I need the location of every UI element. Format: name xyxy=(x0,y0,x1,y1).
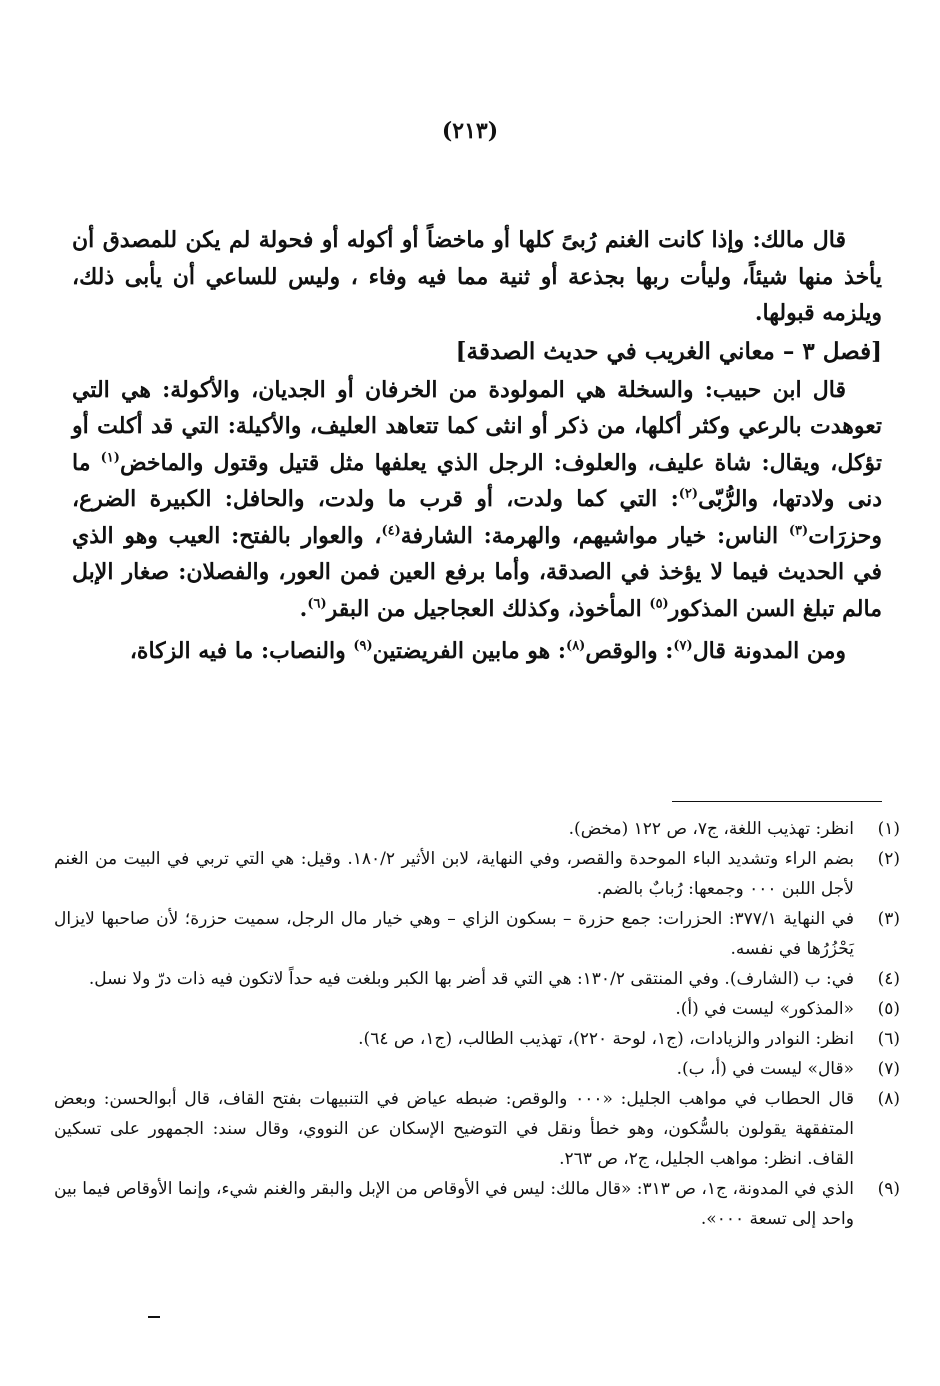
text-run: ومن المدونة قال xyxy=(692,638,846,664)
footnote-5 xyxy=(54,994,906,1024)
footnote-3 xyxy=(54,904,906,964)
footnote-separator xyxy=(672,801,882,802)
main-text xyxy=(72,222,882,670)
footnote-2 xyxy=(54,844,906,904)
footnote-ref-1[interactable]: (١) xyxy=(100,450,120,466)
footnote-text: بضم الراء وتشديد الباء الموحدة والقصر، وفي النهاية، لابن الأثير ١٨٠/٢. وقيل: هي التي تربي في البيت من الغنم لأجل اللبن ٠٠٠ وجمعها: رُبابٌ بالضم. xyxy=(54,849,854,899)
text-run: ، والعوار بالفتح: العيب وهو الذي في الحديث فيما لا يؤخذ في الصدقة، وأما برفع العين فمن العور، والفصلان: صغار الإبل مالم تبلغ السن المذكور xyxy=(72,522,882,622)
footnote-ref-5[interactable]: (٥) xyxy=(649,596,669,612)
continuation-dash xyxy=(148,1316,160,1318)
footnote-ref-8[interactable]: (٨) xyxy=(566,638,586,654)
text-run: : هو مابين الفريضتين xyxy=(372,638,567,664)
footnotes xyxy=(54,814,906,1234)
footnote-text: قال الحطاب في مواهب الجليل: «٠٠٠ والوقص: ضبطه عياض في التنبيهات بفتح القاف، قال أبوالحسن: وبعض المتفقهة يقولون بالسُّكون، وهو خطأ ونقل في التوضيح الإسكان عن النووي، وقال سند: الجمهور على تسكين القاف. انظر: مواهب الجليل، ج٢، ص ٢٦٣. xyxy=(54,1089,854,1169)
page-number: (٢١٣) xyxy=(441,118,499,144)
footnote-text: في النهاية ٣٧٧/١: الحزرات: جمع حزرة – بسكون الزاي – وهي خيار مال الرجل، سميت حزرة؛ لأن صاحبها لايزال يَحْزُرُها في نفسه. xyxy=(54,909,854,959)
footnote-7 xyxy=(54,1054,906,1084)
footnote-number: (٤) xyxy=(877,969,900,989)
footnote-9 xyxy=(54,1174,906,1234)
text-run: والنصاب: ما فيه الزكاة، xyxy=(129,638,354,664)
footnote-ref-3[interactable]: (٣) xyxy=(788,523,809,539)
footnote-ref-2[interactable]: (٢) xyxy=(678,486,699,502)
text-run: . xyxy=(299,595,308,622)
footnote-number: (٥) xyxy=(877,999,900,1019)
footnote-ref-9[interactable]: (٩) xyxy=(353,638,373,654)
footnote-number: (١) xyxy=(877,819,900,839)
footnote-number: (٦) xyxy=(877,1029,900,1049)
footnote-8 xyxy=(54,1084,906,1174)
footnote-text: الذي في المدونة، ج١، ص ٣١٣: «قال مالك: ليس في الأوقاص من الإبل والبقر والغنم شيء، وإنما الأوقاص فيما بين واحد إلى تسعة ٠٠٠». xyxy=(54,1179,854,1229)
footnote-text: «قال» ليست في (أ، ب). xyxy=(676,1059,854,1079)
footnote-6 xyxy=(54,1024,906,1054)
footnote-text: في: ب (الشارف). وفي المنتقى ١٣٠/٢: هي التي قد أضر بها الكبر وبلغت فيه حداً لاتكون فيه ذات درّ ولا نسل. xyxy=(88,969,854,989)
footnote-text: «المذكور» ليست في (أ). xyxy=(675,999,854,1019)
footnote-ref-7[interactable]: (٧) xyxy=(673,638,693,654)
paragraph-malik: قال مالك: وإذا كانت الغنم رُبىً كلها أو ماخضاً أو أكوله أو فحولة لم يكن للمصدق أن يأخذ منها شيئاً، وليأت ربها بجذعة أو ثنية مما فيه وفاء ، وليس للساعي أن يأبى ذلك، ويلزمه قبولها. xyxy=(72,227,882,326)
text-run: المأخوذ، وكذلك العجاجيل من البقر xyxy=(326,595,650,622)
footnote-number: (٧) xyxy=(877,1059,900,1079)
paragraph-ibn-habib xyxy=(72,372,882,628)
footnote-number: (٣) xyxy=(877,909,900,929)
text-run: : والوقص xyxy=(585,638,674,664)
text-run: : التي كما ولدت، أو قرب ما ولدت، والحافل: الكبيرة الضرع، وحزرَات xyxy=(72,486,882,549)
text-run: قال ابن حبيب: والسخلة هي المولودة من الخرفان أو الجديان، والأكولة: هي التي تعوهدت بالرعي وكثر أكلها، من ذكر أو انثى كما تتعاهد العليف، والأكيلة: التي قد أكلت أو تؤكل، ويقال: شاة عليف، والعلوف: الرجل الذي يعلفها مثل قتيل وقتول والماخض xyxy=(72,376,882,476)
footnote-text: انظر: تهذيب اللغة، ج٧، ص ١٢٢ (مخض). xyxy=(568,819,854,839)
footnote-number: (٢) xyxy=(877,849,900,869)
footnote-number: (٩) xyxy=(877,1179,900,1199)
text-run: الناس: خيار مواشيهم، والهرمة: الشارفة xyxy=(400,522,789,549)
footnote-text: انظر: النوادر والزيادات، (ج١، لوحة ٢٢٠)، تهذيب الطالب، (ج١، ص ٦٤). xyxy=(358,1029,854,1049)
footnote-4 xyxy=(54,964,906,994)
section-heading: [فصل ٣ – معاني الغريب في حديث الصدقة] xyxy=(455,337,882,365)
paragraph-mudawwana xyxy=(72,633,882,670)
footnote-number: (٨) xyxy=(877,1089,900,1109)
footnote-ref-4[interactable]: (٤) xyxy=(381,523,401,539)
text-run: ما دنى ولادتها، والرُّبّى xyxy=(72,449,882,512)
footnote-1 xyxy=(54,814,906,844)
footnote-ref-6[interactable]: (٦) xyxy=(307,596,327,612)
